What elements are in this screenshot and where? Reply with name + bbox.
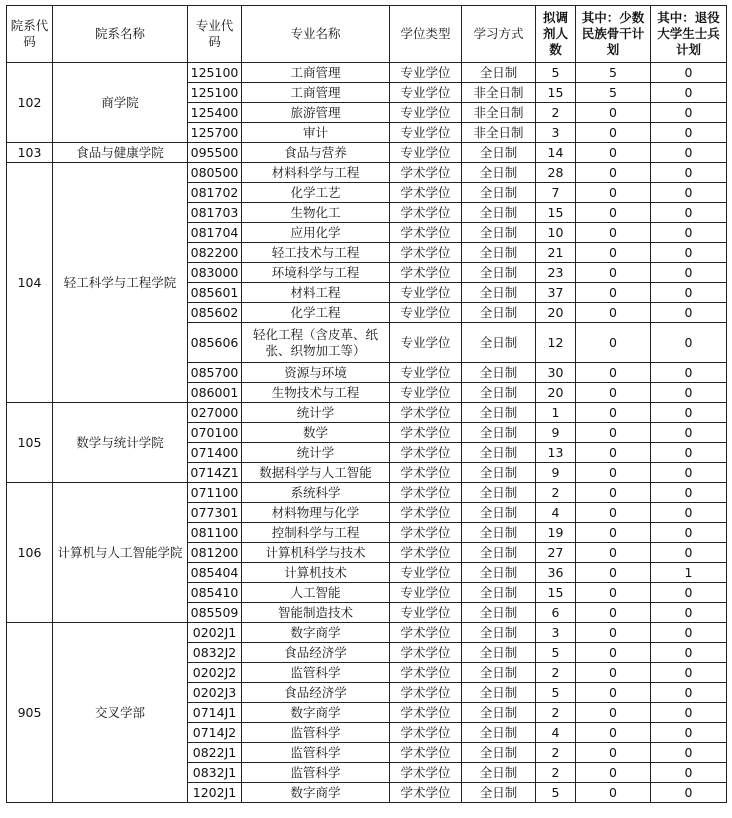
minority-cell: 0 — [576, 323, 651, 363]
degree-type-cell: 学术学位 — [390, 663, 462, 683]
major-code-cell: 085509 — [188, 603, 242, 623]
degree-type-cell: 学术学位 — [390, 683, 462, 703]
study-mode-cell: 全日制 — [462, 663, 536, 683]
dept-code-cell: 106 — [7, 483, 53, 623]
minority-cell: 0 — [576, 223, 651, 243]
table-row — [7, 403, 727, 423]
major-code-cell: 0202J2 — [188, 663, 242, 683]
planned-cell: 15 — [536, 83, 576, 103]
major-code-cell: 077301 — [188, 503, 242, 523]
major-code-cell: 083000 — [188, 263, 242, 283]
veteran-cell: 0 — [651, 703, 727, 723]
adjustment-table — [6, 5, 727, 803]
study-mode-cell: 全日制 — [462, 403, 536, 423]
dept-name-cell: 轻工科学与工程学院 — [53, 163, 188, 403]
degree-type-cell: 学术学位 — [390, 443, 462, 463]
planned-cell: 3 — [536, 123, 576, 143]
minority-cell: 0 — [576, 303, 651, 323]
major-code-cell: 0714J2 — [188, 723, 242, 743]
veteran-cell: 0 — [651, 623, 727, 643]
major-name-cell: 数学 — [242, 423, 390, 443]
study-mode-cell: 全日制 — [462, 223, 536, 243]
planned-cell: 9 — [536, 463, 576, 483]
planned-cell: 2 — [536, 483, 576, 503]
planned-cell: 30 — [536, 363, 576, 383]
major-code-cell: 1202J1 — [188, 783, 242, 803]
study-mode-cell: 全日制 — [462, 143, 536, 163]
degree-type-cell: 学术学位 — [390, 703, 462, 723]
minority-cell: 0 — [576, 143, 651, 163]
minority-cell: 0 — [576, 423, 651, 443]
veteran-cell: 0 — [651, 103, 727, 123]
study-mode-cell: 全日制 — [462, 363, 536, 383]
planned-cell: 5 — [536, 783, 576, 803]
study-mode-cell: 全日制 — [462, 603, 536, 623]
planned-cell: 2 — [536, 763, 576, 783]
degree-type-cell: 学术学位 — [390, 503, 462, 523]
veteran-cell: 0 — [651, 603, 727, 623]
veteran-cell: 0 — [651, 763, 727, 783]
major-code-cell: 125100 — [188, 63, 242, 83]
veteran-cell: 0 — [651, 283, 727, 303]
major-name-cell: 监管科学 — [242, 743, 390, 763]
minority-cell: 0 — [576, 783, 651, 803]
planned-cell: 14 — [536, 143, 576, 163]
dept-name-cell: 食品与健康学院 — [53, 143, 188, 163]
dept-code-cell: 105 — [7, 403, 53, 483]
veteran-cell: 0 — [651, 683, 727, 703]
planned-cell: 5 — [536, 643, 576, 663]
major-name-cell: 计算机技术 — [242, 563, 390, 583]
degree-type-cell: 专业学位 — [390, 323, 462, 363]
major-name-cell: 化学工程 — [242, 303, 390, 323]
major-name-cell: 人工智能 — [242, 583, 390, 603]
major-code-cell: 081704 — [188, 223, 242, 243]
major-name-cell: 计算机科学与技术 — [242, 543, 390, 563]
planned-cell: 1 — [536, 403, 576, 423]
veteran-cell: 0 — [651, 203, 727, 223]
table-row — [7, 623, 727, 643]
veteran-cell: 0 — [651, 63, 727, 83]
major-name-cell: 食品与营养 — [242, 143, 390, 163]
study-mode-cell: 全日制 — [462, 163, 536, 183]
major-name-cell: 化学工艺 — [242, 183, 390, 203]
major-code-cell: 085606 — [188, 323, 242, 363]
major-name-cell: 数字商学 — [242, 623, 390, 643]
degree-type-cell: 学术学位 — [390, 523, 462, 543]
header-major-name: 专业名称 — [242, 6, 390, 63]
major-code-cell: 070100 — [188, 423, 242, 443]
header-dept-code: 院系代码 — [7, 6, 53, 63]
study-mode-cell: 全日制 — [462, 683, 536, 703]
major-code-cell: 081100 — [188, 523, 242, 543]
major-code-cell: 085410 — [188, 583, 242, 603]
veteran-cell: 0 — [651, 303, 727, 323]
degree-type-cell: 专业学位 — [390, 83, 462, 103]
study-mode-cell: 全日制 — [462, 383, 536, 403]
veteran-cell: 0 — [651, 383, 727, 403]
veteran-cell: 1 — [651, 563, 727, 583]
veteran-cell: 0 — [651, 583, 727, 603]
planned-cell: 2 — [536, 663, 576, 683]
major-code-cell: 081703 — [188, 203, 242, 223]
planned-cell: 3 — [536, 623, 576, 643]
major-code-cell: 085700 — [188, 363, 242, 383]
study-mode-cell: 全日制 — [462, 263, 536, 283]
minority-cell: 0 — [576, 543, 651, 563]
study-mode-cell: 全日制 — [462, 283, 536, 303]
minority-cell: 0 — [576, 163, 651, 183]
veteran-cell: 0 — [651, 543, 727, 563]
major-code-cell: 071400 — [188, 443, 242, 463]
major-code-cell: 085601 — [188, 283, 242, 303]
major-name-cell: 生物化工 — [242, 203, 390, 223]
major-code-cell: 125700 — [188, 123, 242, 143]
planned-cell: 13 — [536, 443, 576, 463]
dept-name-cell: 交叉学部 — [53, 623, 188, 803]
degree-type-cell: 专业学位 — [390, 143, 462, 163]
major-name-cell: 统计学 — [242, 403, 390, 423]
major-name-cell: 材料科学与工程 — [242, 163, 390, 183]
major-code-cell: 086001 — [188, 383, 242, 403]
major-code-cell: 071100 — [188, 483, 242, 503]
study-mode-cell: 全日制 — [462, 623, 536, 643]
dept-code-cell: 102 — [7, 63, 53, 143]
planned-cell: 9 — [536, 423, 576, 443]
veteran-cell: 0 — [651, 83, 727, 103]
study-mode-cell: 全日制 — [462, 763, 536, 783]
header-minority: 其中：少数民族骨干计划 — [576, 6, 651, 63]
veteran-cell: 0 — [651, 263, 727, 283]
planned-cell: 23 — [536, 263, 576, 283]
major-code-cell: 027000 — [188, 403, 242, 423]
planned-cell: 15 — [536, 203, 576, 223]
table-row — [7, 483, 727, 503]
major-code-cell: 081200 — [188, 543, 242, 563]
study-mode-cell: 全日制 — [462, 423, 536, 443]
minority-cell: 0 — [576, 243, 651, 263]
major-code-cell: 0714J1 — [188, 703, 242, 723]
major-name-cell: 工商管理 — [242, 63, 390, 83]
minority-cell: 0 — [576, 643, 651, 663]
minority-cell: 0 — [576, 623, 651, 643]
major-name-cell: 材料工程 — [242, 283, 390, 303]
dept-code-cell: 104 — [7, 163, 53, 403]
table-body — [7, 63, 727, 803]
minority-cell: 0 — [576, 383, 651, 403]
veteran-cell: 0 — [651, 243, 727, 263]
header-veteran: 其中：退役大学生士兵计划 — [651, 6, 727, 63]
minority-cell: 0 — [576, 723, 651, 743]
major-code-cell: 0202J3 — [188, 683, 242, 703]
degree-type-cell: 学术学位 — [390, 723, 462, 743]
minority-cell: 0 — [576, 483, 651, 503]
planned-cell: 2 — [536, 703, 576, 723]
degree-type-cell: 学术学位 — [390, 203, 462, 223]
major-code-cell: 0832J1 — [188, 763, 242, 783]
degree-type-cell: 专业学位 — [390, 283, 462, 303]
major-code-cell: 0832J2 — [188, 643, 242, 663]
header-degree-type: 学位类型 — [390, 6, 462, 63]
planned-cell: 2 — [536, 743, 576, 763]
minority-cell: 0 — [576, 103, 651, 123]
study-mode-cell: 全日制 — [462, 543, 536, 563]
planned-cell: 20 — [536, 303, 576, 323]
degree-type-cell: 学术学位 — [390, 183, 462, 203]
dept-name-cell: 商学院 — [53, 63, 188, 143]
study-mode-cell: 全日制 — [462, 443, 536, 463]
minority-cell: 0 — [576, 663, 651, 683]
study-mode-cell: 全日制 — [462, 643, 536, 663]
major-name-cell: 生物技术与工程 — [242, 383, 390, 403]
header-study-mode: 学习方式 — [462, 6, 536, 63]
degree-type-cell: 学术学位 — [390, 243, 462, 263]
study-mode-cell: 全日制 — [462, 203, 536, 223]
header-planned: 拟调剂人数 — [536, 6, 576, 63]
major-code-cell: 0202J1 — [188, 623, 242, 643]
planned-cell: 4 — [536, 503, 576, 523]
veteran-cell: 0 — [651, 523, 727, 543]
major-code-cell: 081702 — [188, 183, 242, 203]
veteran-cell: 0 — [651, 443, 727, 463]
major-name-cell: 数字商学 — [242, 783, 390, 803]
major-name-cell: 旅游管理 — [242, 103, 390, 123]
planned-cell: 37 — [536, 283, 576, 303]
minority-cell: 0 — [576, 583, 651, 603]
study-mode-cell: 全日制 — [462, 503, 536, 523]
major-code-cell: 125400 — [188, 103, 242, 123]
major-name-cell: 控制科学与工程 — [242, 523, 390, 543]
major-name-cell: 审计 — [242, 123, 390, 143]
study-mode-cell: 全日制 — [462, 723, 536, 743]
table-row — [7, 143, 727, 163]
major-name-cell: 食品经济学 — [242, 683, 390, 703]
study-mode-cell: 非全日制 — [462, 123, 536, 143]
major-name-cell: 材料物理与化学 — [242, 503, 390, 523]
degree-type-cell: 专业学位 — [390, 583, 462, 603]
planned-cell: 6 — [536, 603, 576, 623]
veteran-cell: 0 — [651, 363, 727, 383]
degree-type-cell: 专业学位 — [390, 563, 462, 583]
veteran-cell: 0 — [651, 323, 727, 363]
study-mode-cell: 全日制 — [462, 323, 536, 363]
degree-type-cell: 学术学位 — [390, 543, 462, 563]
study-mode-cell: 全日制 — [462, 743, 536, 763]
veteran-cell: 0 — [651, 503, 727, 523]
minority-cell: 0 — [576, 503, 651, 523]
degree-type-cell: 学术学位 — [390, 423, 462, 443]
major-code-cell: 080500 — [188, 163, 242, 183]
degree-type-cell: 专业学位 — [390, 303, 462, 323]
major-name-cell: 轻工技术与工程 — [242, 243, 390, 263]
planned-cell: 15 — [536, 583, 576, 603]
planned-cell: 21 — [536, 243, 576, 263]
degree-type-cell: 学术学位 — [390, 403, 462, 423]
minority-cell: 0 — [576, 203, 651, 223]
study-mode-cell: 全日制 — [462, 563, 536, 583]
veteran-cell: 0 — [651, 743, 727, 763]
major-code-cell: 0822J1 — [188, 743, 242, 763]
major-code-cell: 0714Z1 — [188, 463, 242, 483]
planned-cell: 27 — [536, 543, 576, 563]
degree-type-cell: 学术学位 — [390, 623, 462, 643]
planned-cell: 7 — [536, 183, 576, 203]
planned-cell: 2 — [536, 103, 576, 123]
dept-code-cell: 905 — [7, 623, 53, 803]
study-mode-cell: 非全日制 — [462, 103, 536, 123]
planned-cell: 4 — [536, 723, 576, 743]
major-code-cell: 085404 — [188, 563, 242, 583]
major-name-cell: 系统科学 — [242, 483, 390, 503]
study-mode-cell: 全日制 — [462, 63, 536, 83]
minority-cell: 0 — [576, 563, 651, 583]
dept-name-cell: 计算机与人工智能学院 — [53, 483, 188, 623]
veteran-cell: 0 — [651, 663, 727, 683]
veteran-cell: 0 — [651, 483, 727, 503]
minority-cell: 0 — [576, 683, 651, 703]
study-mode-cell: 全日制 — [462, 483, 536, 503]
study-mode-cell: 全日制 — [462, 703, 536, 723]
degree-type-cell: 专业学位 — [390, 63, 462, 83]
major-code-cell: 095500 — [188, 143, 242, 163]
study-mode-cell: 全日制 — [462, 183, 536, 203]
study-mode-cell: 非全日制 — [462, 83, 536, 103]
major-name-cell: 统计学 — [242, 443, 390, 463]
study-mode-cell: 全日制 — [462, 243, 536, 263]
major-code-cell: 085602 — [188, 303, 242, 323]
degree-type-cell: 学术学位 — [390, 483, 462, 503]
major-name-cell: 监管科学 — [242, 663, 390, 683]
veteran-cell: 0 — [651, 143, 727, 163]
minority-cell: 0 — [576, 283, 651, 303]
planned-cell: 36 — [536, 563, 576, 583]
planned-cell: 20 — [536, 383, 576, 403]
minority-cell: 0 — [576, 263, 651, 283]
veteran-cell: 0 — [651, 463, 727, 483]
header-major-code: 专业代码 — [188, 6, 242, 63]
degree-type-cell: 学术学位 — [390, 763, 462, 783]
minority-cell: 5 — [576, 63, 651, 83]
table-row — [7, 63, 727, 83]
planned-cell: 5 — [536, 63, 576, 83]
header-row — [7, 6, 727, 63]
veteran-cell: 0 — [651, 163, 727, 183]
major-name-cell: 轻化工程（含皮革、纸张、织物加工等） — [242, 323, 390, 363]
degree-type-cell: 学术学位 — [390, 163, 462, 183]
minority-cell: 0 — [576, 123, 651, 143]
major-code-cell: 082200 — [188, 243, 242, 263]
planned-cell: 19 — [536, 523, 576, 543]
minority-cell: 0 — [576, 443, 651, 463]
study-mode-cell: 全日制 — [462, 523, 536, 543]
veteran-cell: 0 — [651, 783, 727, 803]
dept-name-cell: 数学与统计学院 — [53, 403, 188, 483]
veteran-cell: 0 — [651, 223, 727, 243]
minority-cell: 0 — [576, 183, 651, 203]
minority-cell: 0 — [576, 463, 651, 483]
minority-cell: 0 — [576, 743, 651, 763]
degree-type-cell: 学术学位 — [390, 783, 462, 803]
study-mode-cell: 全日制 — [462, 583, 536, 603]
major-name-cell: 环境科学与工程 — [242, 263, 390, 283]
degree-type-cell: 学术学位 — [390, 643, 462, 663]
study-mode-cell: 全日制 — [462, 783, 536, 803]
degree-type-cell: 学术学位 — [390, 263, 462, 283]
dept-code-cell: 103 — [7, 143, 53, 163]
major-name-cell: 数字商学 — [242, 703, 390, 723]
veteran-cell: 0 — [651, 123, 727, 143]
degree-type-cell: 学术学位 — [390, 463, 462, 483]
degree-type-cell: 专业学位 — [390, 103, 462, 123]
minority-cell: 0 — [576, 523, 651, 543]
degree-type-cell: 学术学位 — [390, 223, 462, 243]
degree-type-cell: 专业学位 — [390, 123, 462, 143]
major-name-cell: 监管科学 — [242, 723, 390, 743]
planned-cell: 12 — [536, 323, 576, 363]
planned-cell: 28 — [536, 163, 576, 183]
major-name-cell: 智能制造技术 — [242, 603, 390, 623]
study-mode-cell: 全日制 — [462, 303, 536, 323]
major-name-cell: 工商管理 — [242, 83, 390, 103]
degree-type-cell: 专业学位 — [390, 363, 462, 383]
study-mode-cell: 全日制 — [462, 463, 536, 483]
minority-cell: 0 — [576, 603, 651, 623]
planned-cell: 5 — [536, 683, 576, 703]
degree-type-cell: 专业学位 — [390, 383, 462, 403]
minority-cell: 0 — [576, 403, 651, 423]
degree-type-cell: 学术学位 — [390, 743, 462, 763]
planned-cell: 10 — [536, 223, 576, 243]
major-name-cell: 食品经济学 — [242, 643, 390, 663]
veteran-cell: 0 — [651, 423, 727, 443]
header-dept-name: 院系名称 — [53, 6, 188, 63]
major-name-cell: 监管科学 — [242, 763, 390, 783]
veteran-cell: 0 — [651, 643, 727, 663]
minority-cell: 0 — [576, 763, 651, 783]
veteran-cell: 0 — [651, 183, 727, 203]
major-name-cell: 资源与环境 — [242, 363, 390, 383]
major-name-cell: 数据科学与人工智能 — [242, 463, 390, 483]
veteran-cell: 0 — [651, 723, 727, 743]
veteran-cell: 0 — [651, 403, 727, 423]
major-name-cell: 应用化学 — [242, 223, 390, 243]
minority-cell: 0 — [576, 363, 651, 383]
minority-cell: 0 — [576, 703, 651, 723]
degree-type-cell: 专业学位 — [390, 603, 462, 623]
table-row — [7, 163, 727, 183]
minority-cell: 5 — [576, 83, 651, 103]
major-code-cell: 125100 — [188, 83, 242, 103]
